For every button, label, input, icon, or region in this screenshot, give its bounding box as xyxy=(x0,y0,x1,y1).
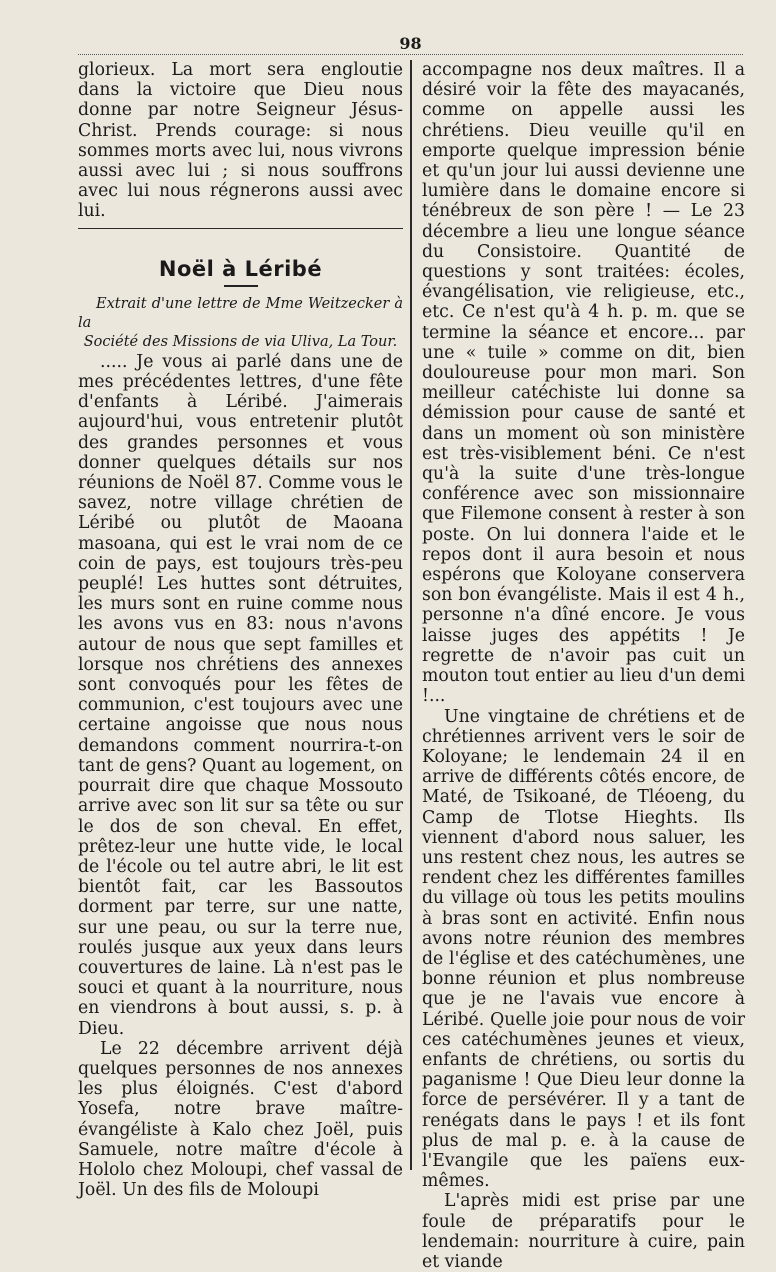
article-paragraph-2: Le 22 décembre arrivent déjà quelques personnes de nos annexes les plus éloignés. C'est d'abord Yosefa, notre brave maître-évangéliste à Kalo chez Joël, puis Samuele, notre maître d'école à Hololo chez Moloupi, chef vassal de Joël. Un des fils de Moloupi xyxy=(78,1038,403,1201)
right-paragraph-1: accompagne nos deux maîtres. Il a désiré voir la fête des mayacanés, comme on appelle aussi les chrétiens. Dieu veuille qu'il en emporte quelque impression bénie et qu'un jour lui aussi devienne une lumière dans le domaine encore si ténébreux de son père ! — Le 23 décembre a lieu une longue séance du Consistoire. Quantité de questions y sont traitées: écoles, évangélisation, vie religieuse, etc., etc. Ce n'est qu'à 4 h. p. m. que se termine la séance et encore... par une « tuile » comme on dit, bien douloureuse pour mon mari. Son meilleur catéchiste lui donne sa démission pour cause de santé et dans un moment où son ministère est très-visiblement béni. Ce n'est qu'à la suite d'une très-longue conférence avec son missionnaire que Filemone consent à rester à son poste. On lui donnera l'aide et le repos dont il aura besoin et nous espérons que Koloyane conservera son bon évangéliste. Mais il est 4 h., personne n'a dîné encore. Je vous laisse juges des appétits ! Je regrette de n'avoir pas cuit un mouton tout entier au lieu d'un demi !... xyxy=(422,60,745,707)
intro-paragraph: glorieux. La mort sera engloutie dans la victoire que Dieu nous donne par notre Seigneur Jésus-Christ. Prends courage: si nous sommes morts avec lui, nous vivrons aussi avec lui ; si nous souffrons avec lui nous régnerons aussi avec lui. xyxy=(78,60,403,222)
article-title: Noël à Léribé xyxy=(158,257,323,282)
article-paragraph-1: ..... Je vous ai parlé dans une de mes précédentes lettres, d'une fête d'enfants à Léribé. J'aimerais aujourd'hui, vous entretenir plutôt des grandes personnes et vous donner quelques détails sur nos réunions de Noël 87. Comme vous le savez, notre village chrétien de Léribé ou plutôt de Maoana masoana, qui est le vrai nom de ce coin de pays, est toujours très-peu peuplé! Les huttes sont détruites, les murs sont en ruine comme nous les avons vus en 83: nous n'avons autour de nous que sept familles et lorsque nos chrétiens des annexes sont convoqués pour les fêtes de communion, c'est toujours avec une certaine angoisse que nous nous demandons comment nourrira-t-on tant de gens? Quant au logement, on pourrait dire que chaque Mossouto arrive avec son lit sur sa tête ou sur le dos de son cheval. En effet, prêtez-leur une hutte vide, le local de l'école ou tel autre abri, le lit est bientôt fait, car les Bassoutos dorment par terre, sur une natte, sur une peau, ou sur la terre nue, roulés jusque aux yeux dans leurs couvertures de laine. Là n'est pas le souci et quant à la nourriture, nous en viendrons à bout aussi, s. p. à Dieu. xyxy=(78,351,403,1039)
right-paragraph-3: L'après midi est prise par une foule de préparatifs pour le lendemain: nourriture à cuire, pain et viande xyxy=(422,1191,745,1272)
article-subtitle-line2: Société des Missions de via Uliva, La Tour. xyxy=(83,333,398,350)
article-subtitle-line1: Extrait d'une lettre de Mme Weitzecker à la xyxy=(78,295,403,331)
title-dash xyxy=(224,285,258,287)
page-number: 98 xyxy=(399,34,422,53)
page-header xyxy=(78,34,743,55)
left-column xyxy=(78,60,403,1200)
section-separator xyxy=(78,228,403,230)
right-column xyxy=(422,60,745,1272)
column-divider xyxy=(410,60,412,1170)
right-paragraph-2: Une vingtaine de chrétiens et de chrétiennes arrivent vers le soir de Koloyane; le lendemain 24 il en arrive de différents côtés encore, de Maté, de Tsikoané, de Tléoeng, du Camp de Tlotse Hieghts. Ils viennent d'abord nous saluer, les uns restent chez nous, les autres se rendent chez les différentes familles du village où tous les petits moulins à bras sont en activité. Enfin nous avons notre réunion des membres de l'église et des catéchumènes, une bonne réunion et plus nombreuse que je ne l'avais vue encore à Léribé. Quelle joie pour nous de voir ces catéchumènes jeunes et vieux, enfants de chrétiens, ou sortis du paganisme ! Que Dieu leur donne la force de persévérer. Il y a tant de renégats dans le pays ! et ils font plus de mal p. e. à la cause de l'Evangile que les païens eux-mêmes. xyxy=(422,706,745,1192)
